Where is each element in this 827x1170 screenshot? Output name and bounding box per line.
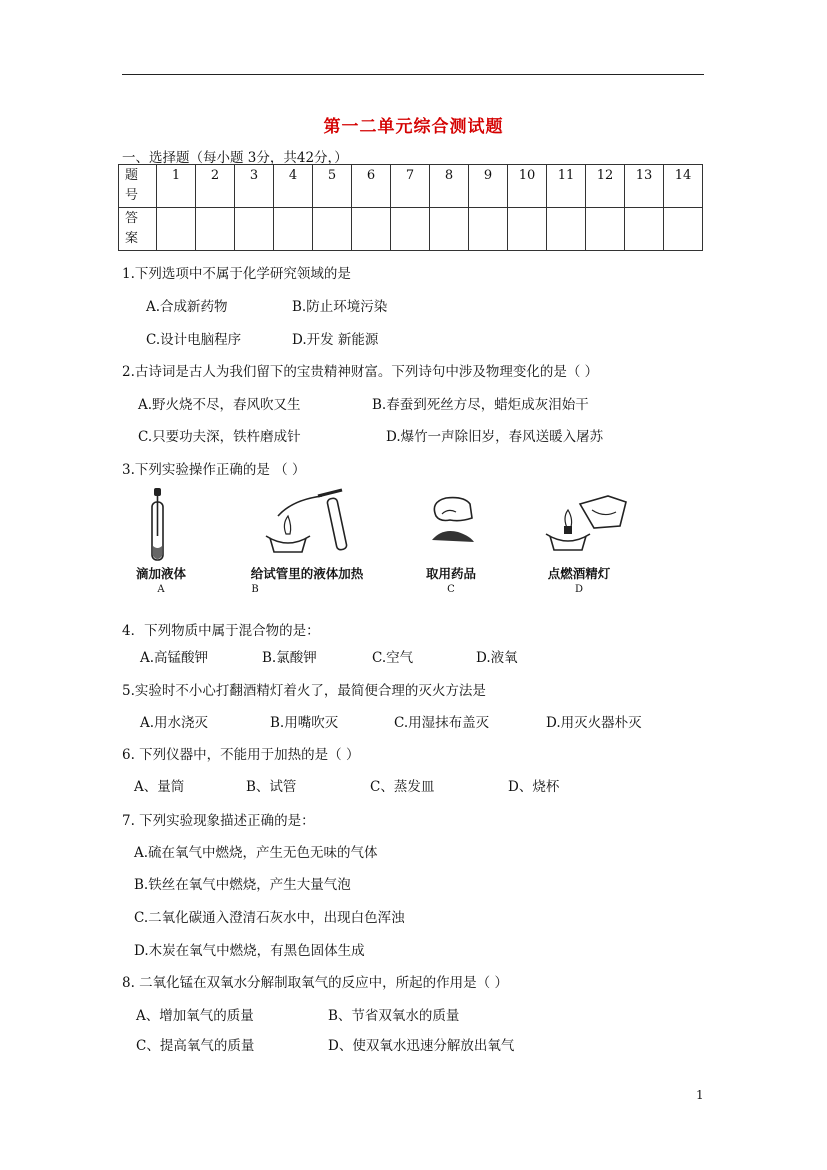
answer-cell[interactable] <box>469 208 508 251</box>
answer-table <box>118 164 703 251</box>
taking-chemicals-illustration <box>386 488 516 564</box>
question-number-cell: 12 <box>586 165 625 208</box>
question-8-stem: 8. 二氧化锰在双氧水分解制取氧气的反应中，所起的作用是（ ） <box>122 975 508 991</box>
q6-option-b: B、试管 <box>246 779 297 795</box>
question-number-cell: 6 <box>352 165 391 208</box>
question-number-cell: 14 <box>664 165 703 208</box>
lighting-alcohol-lamp-illustration <box>516 488 646 564</box>
question-7-stem: 7. 下列实验现象描述正确的是： <box>122 813 315 829</box>
figure-b <box>252 488 382 598</box>
dropper-test-tube-illustration <box>132 488 262 564</box>
answer-cell[interactable] <box>547 208 586 251</box>
answer-cell[interactable] <box>157 208 196 251</box>
q4-option-b: B.氯酸钾 <box>262 650 317 666</box>
q5-option-c: C.用湿抹布盖灭 <box>394 715 490 731</box>
q7-option-b: B.铁丝在氧气中燃烧，产生大量气泡 <box>134 877 351 893</box>
answer-cell[interactable] <box>352 208 391 251</box>
table-header-cell: 题 号 <box>119 165 157 208</box>
section-heading: 一、选择题（每小题 3分，共42分，） <box>122 150 348 166</box>
question-number-cell: 2 <box>196 165 235 208</box>
question-5-stem: 5.实验时不小心打翻酒精灯着火了，最简便合理的灭火方法是 <box>122 683 486 699</box>
answer-cell[interactable] <box>508 208 547 251</box>
answer-cell[interactable] <box>625 208 664 251</box>
q7-option-d: D.木炭在氧气中燃烧，有黑色固体生成 <box>134 943 365 959</box>
table-row <box>119 208 703 251</box>
question-number-cell: 5 <box>313 165 352 208</box>
q1-option-c: C.设计电脑程序 <box>146 332 242 348</box>
question-number-cell: 7 <box>391 165 430 208</box>
q5-option-b: B.用嘴吹灭 <box>270 715 339 731</box>
heating-test-tube-illustration <box>252 488 382 564</box>
q8-option-a: A、增加氧气的质量 <box>136 1008 254 1024</box>
question-number-cell: 9 <box>469 165 508 208</box>
figure-caption: 滴加液体 <box>135 566 186 581</box>
q6-option-c: C、蒸发皿 <box>370 779 435 795</box>
q4-option-c: C.空气 <box>372 650 414 666</box>
figure-caption: 取用药品 <box>425 566 476 581</box>
question-number-cell: 11 <box>547 165 586 208</box>
question-number-cell: 10 <box>508 165 547 208</box>
q7-option-c: C.二氧化碳通入澄清石灰水中，出现白色浑浊 <box>134 910 405 926</box>
question-4-stem: 4．下列物质中属于混合物的是： <box>122 623 320 639</box>
answer-cell[interactable] <box>391 208 430 251</box>
page-number: 1 <box>696 1088 704 1102</box>
answer-cell[interactable] <box>586 208 625 251</box>
question-number-cell: 3 <box>235 165 274 208</box>
q8-option-b: B、节省双氧水的质量 <box>328 1008 460 1024</box>
q1-option-a: A.合成新药物 <box>146 299 228 315</box>
q5-option-a: A.用水浇灭 <box>140 715 209 731</box>
answer-cell[interactable] <box>274 208 313 251</box>
answer-cell[interactable] <box>430 208 469 251</box>
q6-option-a: A、量筒 <box>134 779 185 795</box>
q5-option-d: D.用灭火器朴灭 <box>546 715 642 731</box>
figure-letter: A <box>157 584 165 595</box>
figure-d <box>516 488 646 598</box>
question-3-stem: 3.下列实验操作正确的是 （ ） <box>122 462 306 478</box>
q7-option-a: A.硫在氧气中燃烧，产生无色无味的气体 <box>134 845 378 861</box>
q1-option-b: B.防止环境污染 <box>292 299 388 315</box>
q1-option-d: D.开发 新能源 <box>292 332 379 348</box>
experiment-figures <box>132 488 652 598</box>
page-title: 第一二单元综合测试题 <box>323 117 504 137</box>
answer-cell[interactable] <box>664 208 703 251</box>
question-number-cell: 13 <box>625 165 664 208</box>
figure-letter: B <box>251 584 259 595</box>
table-header-cell: 答 案 <box>119 208 157 251</box>
figure-c <box>386 488 516 598</box>
q2-option-d: D.爆竹一声除旧岁，春风送暖入屠苏 <box>386 429 604 445</box>
figure-letter: C <box>447 584 455 595</box>
answer-cell[interactable] <box>196 208 235 251</box>
q8-option-d: D、使双氧水迅速分解放出氧气 <box>328 1038 515 1054</box>
header-rule <box>122 74 704 75</box>
figure-caption: 点燃酒精灯 <box>547 566 611 581</box>
figure-letter: D <box>574 584 584 595</box>
question-1-stem: 1.下列选项中不属于化学研究领域的是 <box>122 266 351 282</box>
q2-option-b: B.春蚕到死丝方尽，蜡炬成灰泪始干 <box>372 397 589 413</box>
table-row <box>119 165 703 208</box>
answer-cell[interactable] <box>313 208 352 251</box>
q2-option-a: A.野火烧不尽，春风吹又生 <box>138 397 301 413</box>
question-6-stem: 6. 下列仪器中，不能用于加热的是（ ） <box>122 747 360 763</box>
figure-caption: 给试管里的液体加热 <box>250 566 364 581</box>
q2-option-c: C.只要功夫深，铁杵磨成针 <box>138 429 301 445</box>
question-number-cell: 4 <box>274 165 313 208</box>
answer-cell[interactable] <box>235 208 274 251</box>
question-number-cell: 8 <box>430 165 469 208</box>
question-number-cell: 1 <box>157 165 196 208</box>
question-2-stem: 2.古诗词是古人为我们留下的宝贵精神财富。下列诗句中涉及物理变化的是（ ） <box>122 364 599 380</box>
q4-option-a: A.高锰酸钾 <box>140 650 209 666</box>
q8-option-c: C、提高氧气的质量 <box>136 1038 255 1054</box>
q6-option-d: D、烧杯 <box>508 779 560 795</box>
q4-option-d: D.液氧 <box>476 650 518 666</box>
